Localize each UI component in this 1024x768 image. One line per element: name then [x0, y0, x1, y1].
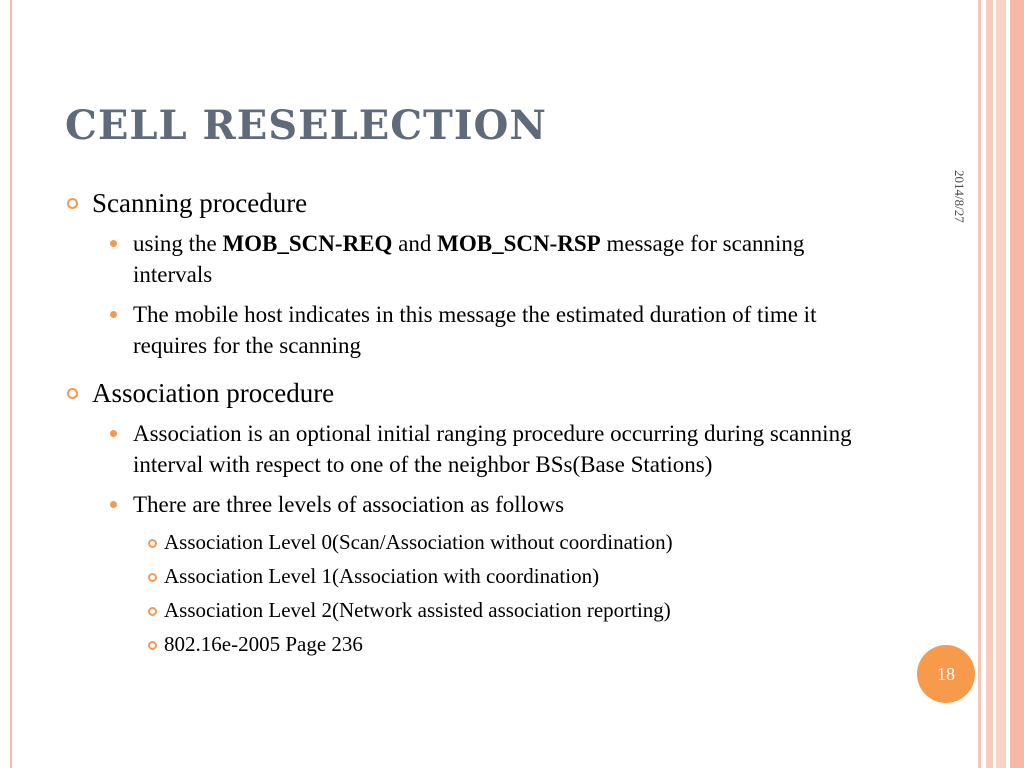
bullet-text: Association procedure	[92, 378, 335, 408]
sub-bullet-text: Association Level 2(Network assisted association reporting)	[164, 598, 671, 622]
bullet-scanning-procedure	[62, 186, 882, 220]
page-number-badge: 18	[917, 645, 975, 703]
ring-bullet-icon	[67, 198, 78, 209]
sub-bullet-text: Association Level 1(Association with coordination)	[164, 564, 600, 588]
right-stripe-1	[978, 0, 981, 768]
dot-bullet-icon	[110, 311, 117, 318]
bullet-association-procedure	[62, 376, 882, 410]
right-stripe-3	[996, 0, 1006, 768]
bullet-association-levels	[105, 489, 882, 520]
bullet-text: There are three levels of association as follows	[133, 492, 565, 517]
bullet-text-bold-rsp: MOB_SCN-RSP	[437, 231, 601, 256]
bullet-text-mid: and	[392, 231, 438, 256]
bullet-scan-messages	[105, 228, 882, 290]
dot-bullet-icon	[110, 240, 117, 247]
small-ring-bullet-icon	[148, 641, 157, 650]
sub-bullet-text: 802.16e-2005 Page 236	[164, 632, 363, 656]
bullet-text-pre: using the	[133, 231, 223, 256]
bullet-text-post: message for scanning intervals	[133, 231, 805, 287]
dot-bullet-icon	[110, 501, 117, 508]
small-ring-bullet-icon	[148, 539, 157, 548]
sub-bullet-level-1	[146, 563, 882, 589]
slide-content	[62, 186, 882, 665]
right-stripe-4	[1010, 0, 1024, 768]
bullet-scan-duration	[105, 299, 882, 361]
small-ring-bullet-icon	[148, 573, 157, 582]
ring-bullet-icon	[67, 388, 78, 399]
sub-bullet-reference	[146, 631, 882, 657]
bullet-text-bold-req: MOB_SCN-REQ	[222, 231, 393, 256]
bullet-text: The mobile host indicates in this message the estimated duration of time it requires for the scanning	[133, 302, 817, 358]
slide-date: 2014/8/27	[952, 170, 967, 223]
sub-bullet-text: Association Level 0(Scan/Association without coordination)	[164, 530, 673, 554]
sub-bullet-level-0	[146, 529, 882, 555]
right-stripe-2	[986, 0, 993, 768]
bullet-association-definition	[105, 418, 882, 480]
slide-title: CELL RESELECTION	[65, 102, 547, 149]
bullet-text: Association is an optional initial ranging procedure occurring during scanning interval with respect to one of the neighbor BSs(Base Stations)	[133, 421, 852, 477]
small-ring-bullet-icon	[148, 607, 157, 616]
left-border-line	[10, 0, 12, 768]
bullet-text: Scanning procedure	[92, 188, 308, 218]
dot-bullet-icon	[110, 430, 117, 437]
sub-bullet-level-2	[146, 597, 882, 623]
